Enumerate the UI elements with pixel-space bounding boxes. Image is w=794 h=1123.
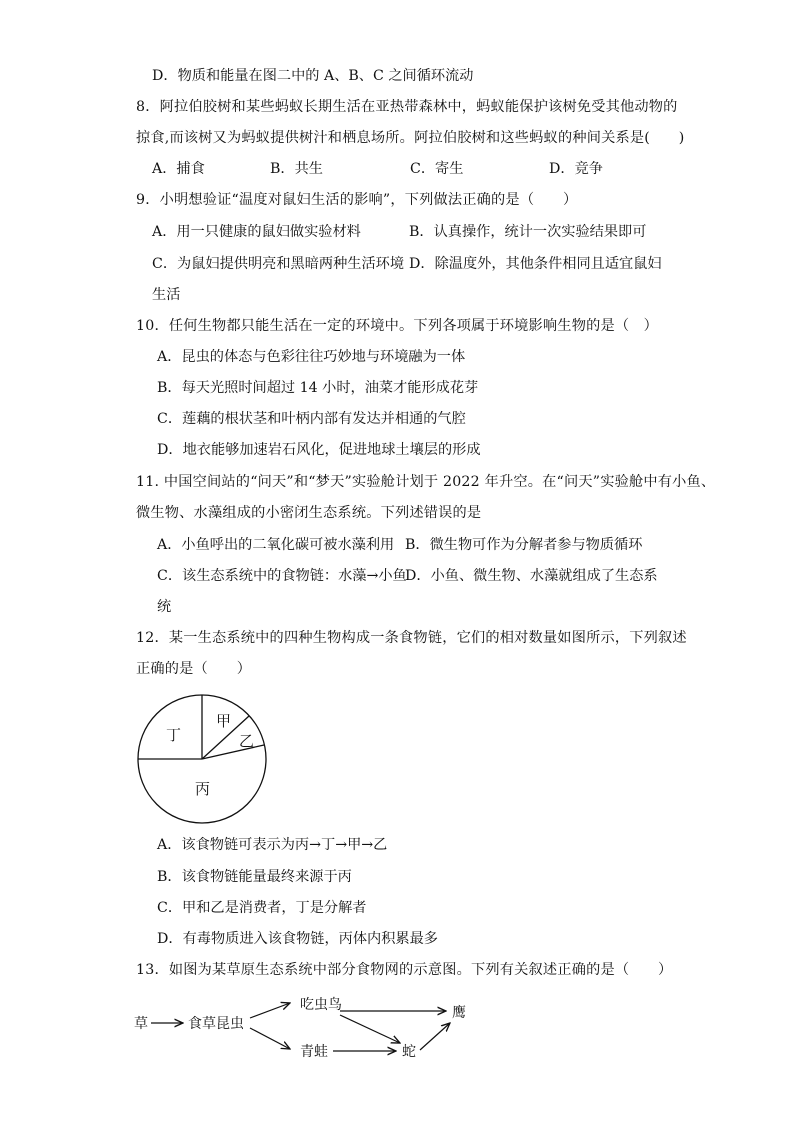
q10-option-d: D．地衣能够加速岩石风化，促进地球土壤层的形成	[157, 442, 481, 458]
pie-label-ding: 丁	[166, 726, 182, 744]
q11-option-b: B．微生物可作为分解者参与物质循环	[405, 537, 643, 553]
q12-stem-line1: 12．某一生态系统中的四种生物构成一条食物链，它们的相对数量如图所示，下列叙述	[136, 630, 687, 646]
web-node-grass: 草	[134, 1016, 148, 1032]
q12-option-b: B．该食物链能量最终来源于丙	[157, 869, 352, 885]
arrow-bird-to-snake	[340, 1015, 400, 1043]
arrow-insect-to-bird	[250, 1003, 290, 1018]
web-node-eagle: 鹰	[452, 1005, 466, 1021]
q9-option-c: C．为鼠妇提供明亮和黑暗两种生活环境	[152, 256, 405, 272]
q9-option-d-continued: 生活	[152, 287, 181, 303]
q8-option-a: A．捕食	[152, 161, 205, 177]
q13-food-web-figure	[128, 990, 478, 1065]
q8-option-b: B．共生	[270, 161, 323, 177]
pie-divider-yi-bing	[202, 745, 264, 759]
q8-stem-line2: 掠食,而该树又为蚂蚁提供树汁和栖息场所。阿拉伯胶树和这些蚂蚁的种间关系是( )	[136, 130, 685, 146]
web-node-insect: 食草昆虫	[188, 1016, 244, 1032]
q12-stem-line2: 正确的是（ ）	[136, 661, 252, 677]
web-node-snake: 蛇	[402, 1044, 416, 1060]
q10-option-a: A．昆虫的体态与色彩往往巧妙地与环境融为一体	[157, 349, 466, 365]
web-node-frog: 青蛙	[300, 1044, 328, 1060]
q11-stem-line1: 11. 中国空间站的“问天”和“梦天”实验舱计划于 2022 年升空。在“问天”实验舱中有小鱼、	[136, 474, 716, 490]
pie-label-bing: 丙	[195, 780, 211, 798]
q11-option-d-continued: 统	[157, 599, 172, 615]
arrow-insect-to-frog	[250, 1028, 290, 1049]
q12-pie-figure	[130, 684, 275, 824]
q13-stem: 13．如图为某草原生态系统中部分食物网的示意图。下列有关叙述正确的是（ ）	[136, 962, 673, 978]
q8-stem-line1: 8．阿拉伯胶树和某些蚂蚁长期生活在亚热带森林中，蚂蚁能保护该树免受其他动物的	[136, 99, 678, 115]
q11-option-d: D．小鱼、微生物、水藻就组成了生态系	[405, 568, 658, 584]
q8-option-d: D．竞争	[549, 161, 603, 177]
q12-option-c: C．甲和乙是消费者，丁是分解者	[157, 900, 367, 916]
q9-stem: 9．小明想验证“温度对鼠妇生活的影响”，下列做法正确的是（ ）	[136, 192, 578, 208]
q8-option-c: C．寄生	[410, 161, 464, 177]
q9-option-b: B．认真操作，统计一次实验结果即可	[409, 224, 647, 240]
q10-stem: 10．任何生物都只能生活在一定的环境中。下列各项属于环境影响生物的是（ ）	[136, 318, 659, 334]
q10-option-c: C．莲藕的根状茎和叶柄内部有发达并相通的气腔	[157, 411, 466, 427]
q12-option-d: D．有毒物质进入该食物链，丙体内积累最多	[157, 931, 438, 947]
q12-option-a: A．该食物链可表示为丙→丁→甲→乙	[157, 837, 388, 853]
arrow-snake-to-eagle	[420, 1023, 450, 1050]
q9-option-a: A．用一只健康的鼠妇做实验材料	[152, 224, 361, 240]
web-node-bird: 吃虫鸟	[300, 997, 342, 1013]
pie-label-jia: 甲	[216, 712, 232, 730]
q11-stem-line2: 微生物、水藻组成的小密闭生态系统。下列述错误的是	[136, 505, 482, 521]
pie-label-yi: 乙	[239, 732, 255, 750]
q11-option-c: C．该生态系统中的食物链：水藻→小鱼	[157, 568, 407, 584]
q11-option-a: A．小鱼呼出的二氧化碳可被水藻利用	[157, 537, 395, 553]
q10-option-b: B．每天光照时间超过 14 小时，油菜才能形成花芽	[157, 380, 479, 396]
q9-option-d: D．除温度外，其他条件相同且适宜鼠妇	[409, 256, 662, 272]
q7-option-d: D．物质和能量在图二中的 A、B、C 之间循环流动	[152, 68, 474, 84]
